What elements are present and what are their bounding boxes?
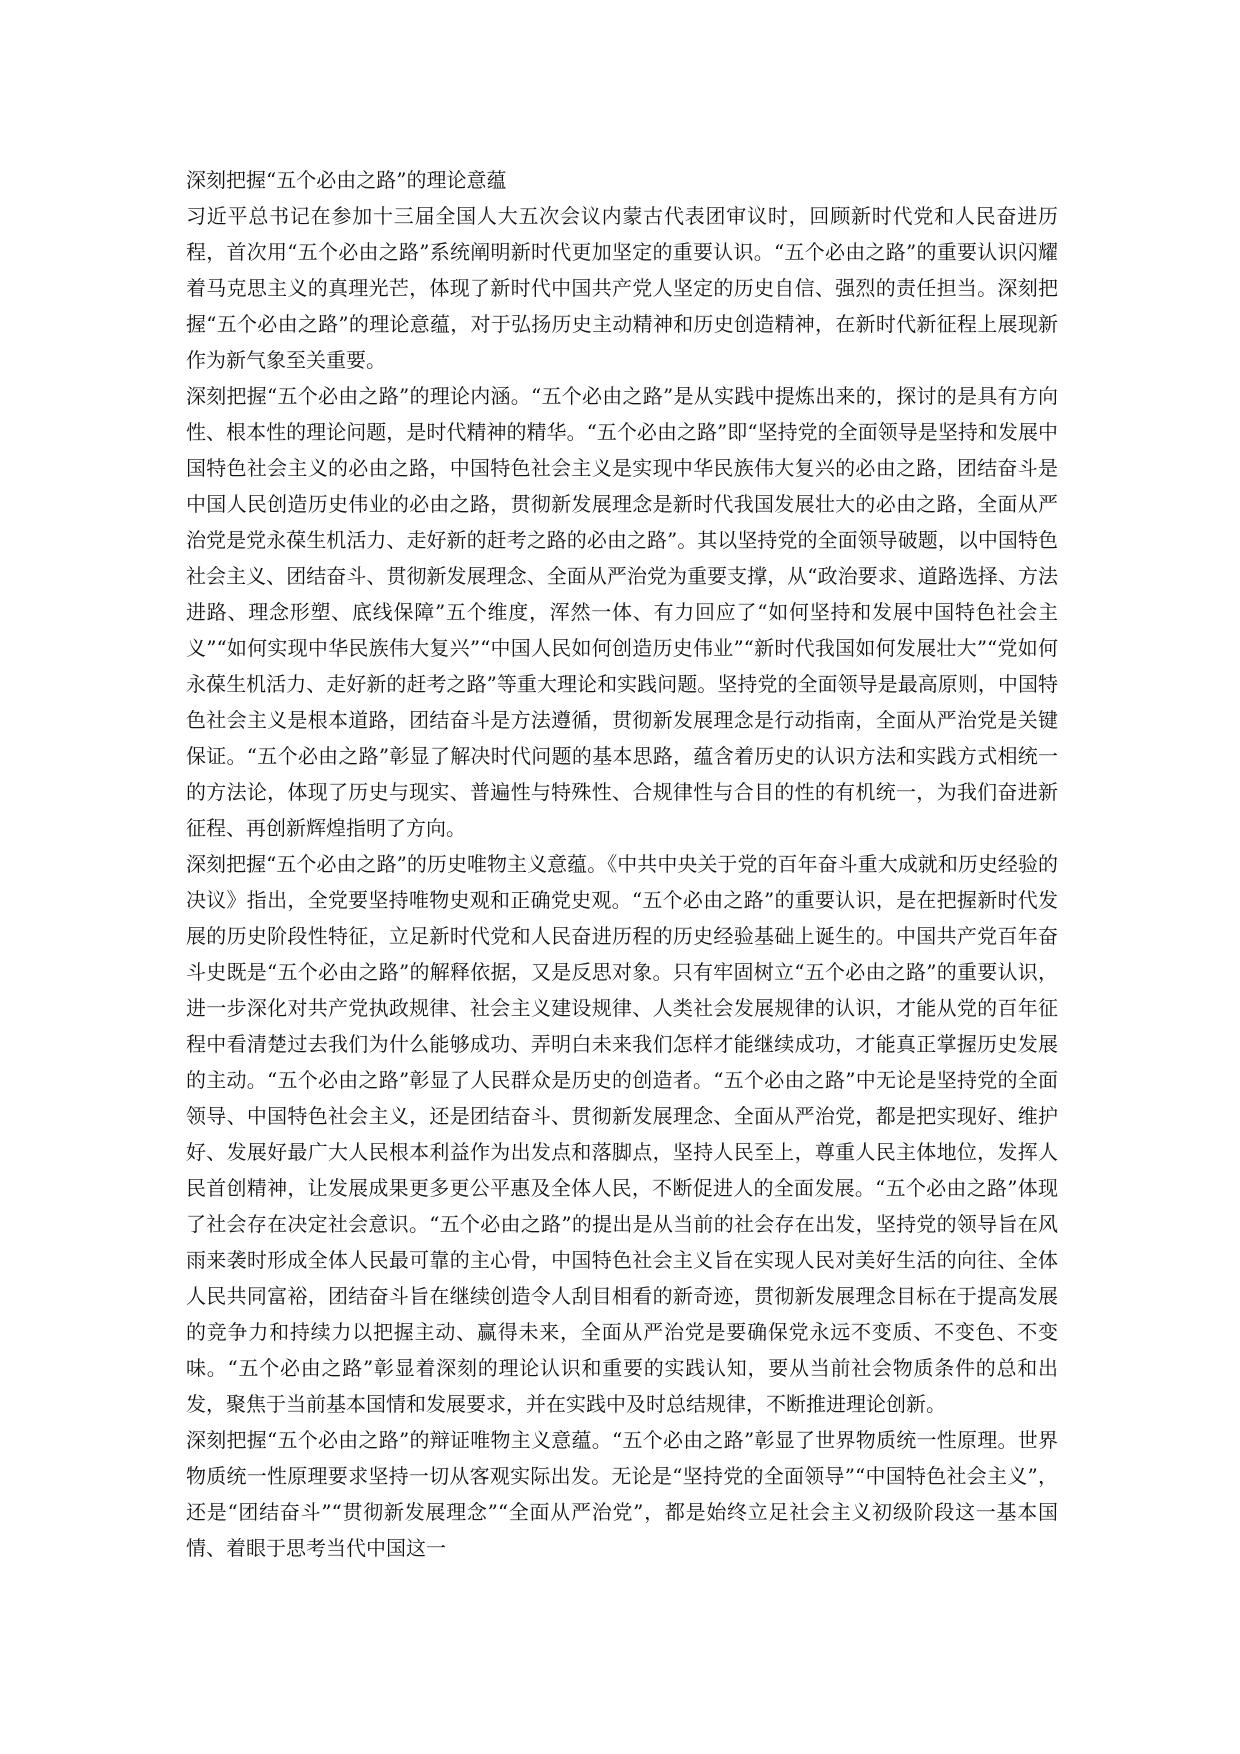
document-paragraph: 深刻把握“五个必由之路”的辩证唯物主义意蕴。“五个必由之路”彰显了世界物质统一性原理。世界物质统一性原理要求坚持一切从客观实际出发。无论是“坚持党的全面领导”“中国特色社会主义”，还是“团结奋斗”“贯彻新发展理念”“全面从严治党”，都是始终立足社会主义初级阶段这一基本国情、着眼于思考当代中国这一: [186, 1428, 1058, 1560]
document-paragraph: 深刻把握“五个必由之路”的理论内涵。“五个必由之路”是从实践中提炼出来的，探讨的是具有方向性、根本性的理论问题，是时代精神的精华。“五个必由之路”即“坚持党的全面领导是坚持和发展中国特色社会主义的必由之路，中国特色社会主义是实现中华民族伟大复兴的必由之路，团结奋斗是中国人民创造历史伟业的必由之路，贯彻新发展理念是新时代我国发展壮大的必由之路，全面从严治党是党永葆生机活力、走好新的赶考之路的必由之路”。其以坚持党的全面领导破题，以中国特色社会主义、团结奋斗、贯彻新发展理念、全面从严治党为重要支撑，从“政治要求、道路选择、方法进路、理念形塑、底线保障”五个维度，浑然一体、有力回应了“如何坚持和发展中国特色社会主义”“如何实现中华民族伟大复兴”“中国人民如何创造历史伟业”“新时代我国如何发展壮大”“党如何永葆生机活力、走好新的赶考之路”等重大理论和实践问题。坚持党的全面领导是最高原则，中国特色社会主义是根本道路，团结奋斗是方法遵循，贯彻新发展理念是行动指南，全面从严治党是关键保证。“五个必由之路”彰显了解决时代问题的基本思路，蕴含着历史的认识方法和实践方式相统一的方法论，体现了历史与现实、普遍性与特殊性、合规律性与合目的性的有机统一，为我们奋进新征程、再创新辉煌指明了方向。: [186, 384, 1058, 840]
document-paragraph: 习近平总书记在参加十三届全国人大五次会议内蒙古代表团审议时，回顾新时代党和人民奋进历程，首次用“五个必由之路”系统阐明新时代更加坚定的重要认识。“五个必由之路”的重要认识闪耀着马克思主义的真理光芒，体现了新时代中国共产党人坚定的历史自信、强烈的责任担当。深刻把握“五个必由之路”的理论意蕴，对于弘扬历史主动精神和历史创造精神，在新时代新征程上展现新作为新气象至关重要。: [186, 204, 1058, 372]
document-page: [186, 162, 1058, 1566]
document-paragraph: 深刻把握“五个必由之路”的历史唯物主义意蕴。《中共中央关于党的百年奋斗重大成就和历史经验的决议》指出，全党要坚持唯物史观和正确党史观。“五个必由之路”的重要认识，是在把握新时代发展的历史阶段性特征，立足新时代党和人民奋进历程的历史经验基础上诞生的。中国共产党百年奋斗史既是“五个必由之路”的解释依据，又是反思对象。只有牢固树立“五个必由之路”的重要认识，进一步深化对共产党执政规律、社会主义建设规律、人类社会发展规律的认识，才能从党的百年征程中看清楚过去我们为什么能够成功、弄明白未来我们怎样才能继续成功，才能真正掌握历史发展的主动。“五个必由之路”彰显了人民群众是历史的创造者。“五个必由之路”中无论是坚持党的全面领导、中国特色社会主义，还是团结奋斗、贯彻新发展理念、全面从严治党，都是把实现好、维护好、发展好最广大人民根本利益作为出发点和落脚点，坚持人民至上，尊重人民主体地位，发挥人民首创精神，让发展成果更多更公平惠及全体人民，不断促进人的全面发展。“五个必由之路”体现了社会存在决定社会意识。“五个必由之路”的提出是从当前的社会存在出发，坚持党的领导旨在风雨来袭时形成全体人民最可靠的主心骨，中国特色社会主义旨在实现人民对美好生活的向往、全体人民共同富裕，团结奋斗旨在继续创造令人刮目相看的新奇迹，贯彻新发展理念目标在于提高发展的竞争力和持续力以把握主动、赢得未来，全面从严治党是要确保党永远不变质、不变色、不变味。“五个必由之路”彰显着深刻的理论认识和重要的实践认知，要从当前社会物质条件的总和出发，聚焦于当前基本国情和发展要求，并在实践中及时总结规律，不断推进理论创新。: [186, 852, 1058, 1416]
document-title: 深刻把握“五个必由之路”的理论意蕴: [186, 168, 507, 192]
